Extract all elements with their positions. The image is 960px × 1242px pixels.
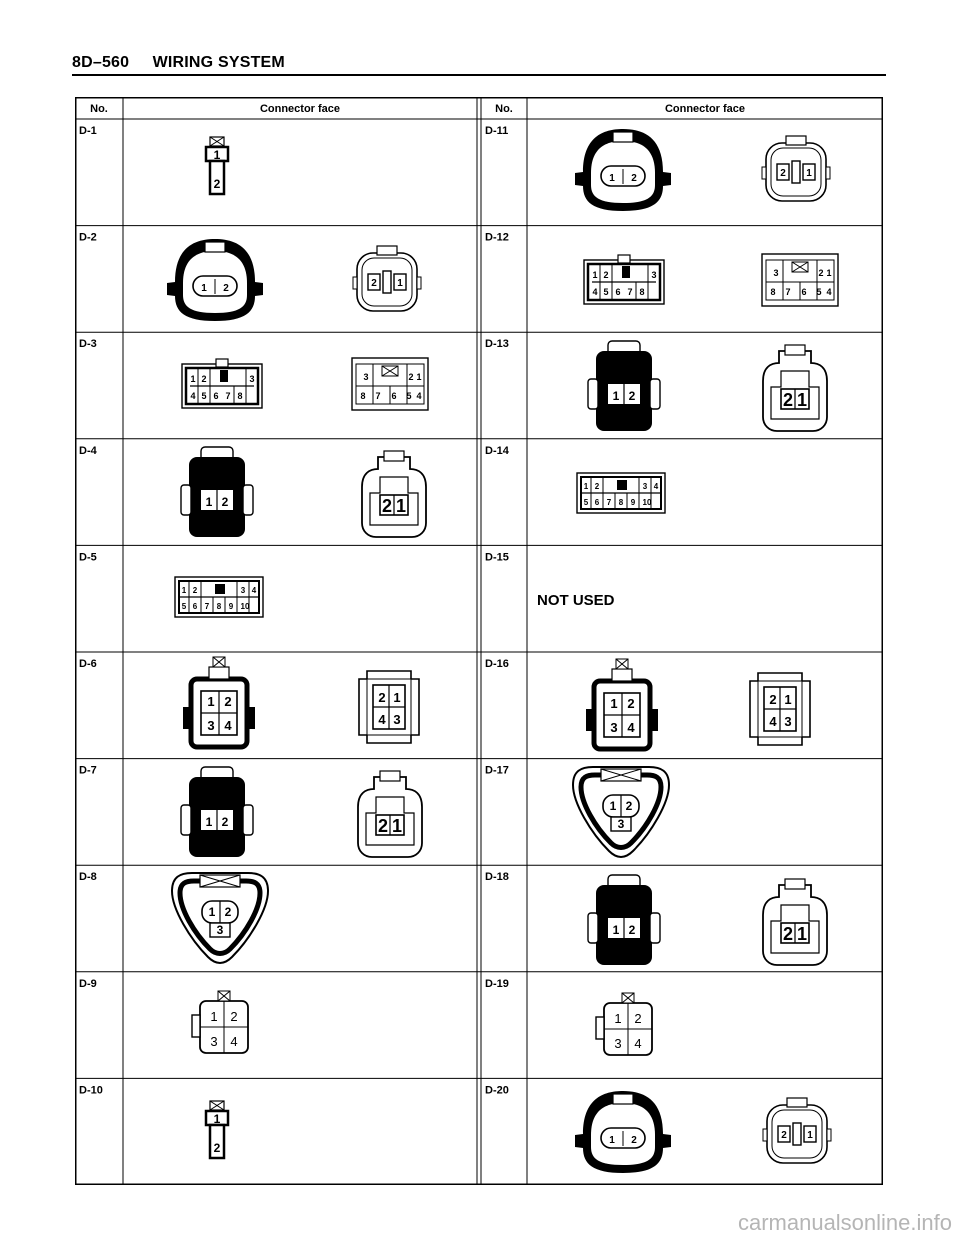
svg-text:6: 6 — [213, 391, 219, 401]
svg-text:2: 2 — [192, 586, 198, 595]
svg-text:6: 6 — [192, 602, 198, 611]
svg-text:1: 1 — [391, 816, 403, 836]
svg-text:1: 1 — [609, 173, 615, 184]
svg-text:6: 6 — [801, 287, 807, 297]
svg-text:1: 1 — [207, 694, 215, 709]
page-header — [72, 54, 285, 72]
svg-text:1: 1 — [416, 372, 422, 382]
svg-text:2: 2 — [781, 1130, 787, 1141]
svg-text:4: 4 — [251, 586, 257, 595]
svg-text:1: 1 — [205, 495, 213, 509]
svg-text:3: 3 — [207, 718, 215, 733]
connector-d6-female-icon — [359, 671, 419, 743]
svg-text:1: 1 — [393, 690, 401, 705]
col-header-no-left: No. — [90, 103, 108, 115]
svg-text:2: 2 — [213, 177, 221, 191]
row-label-d14: D-14 — [485, 444, 509, 457]
svg-text:2: 2 — [371, 278, 377, 289]
svg-text:1: 1 — [395, 496, 407, 516]
svg-text:2: 2 — [594, 482, 600, 491]
svg-text:4: 4 — [416, 391, 422, 401]
svg-text:5: 5 — [201, 391, 207, 401]
svg-text:2: 2 — [201, 374, 207, 384]
svg-text:8: 8 — [770, 287, 776, 297]
svg-text:9: 9 — [228, 602, 234, 611]
row-label-d18: D-18 — [485, 871, 509, 884]
svg-text:2: 2 — [634, 1011, 642, 1026]
svg-text:2: 2 — [769, 692, 777, 707]
svg-text:8: 8 — [216, 602, 222, 611]
row-label-d16: D-16 — [485, 658, 509, 670]
connector-d5-icon — [175, 577, 263, 617]
svg-text:8: 8 — [618, 498, 624, 507]
svg-text:2: 2 — [230, 1009, 238, 1024]
svg-text:1: 1 — [609, 799, 617, 813]
row-label-d2: D-2 — [79, 231, 97, 244]
svg-text:2: 2 — [782, 924, 794, 944]
svg-text:1: 1 — [806, 168, 812, 179]
col-header-face-right: Connector face — [664, 103, 746, 115]
svg-text:5: 5 — [406, 391, 412, 401]
svg-text:4: 4 — [769, 714, 777, 729]
row-label-d4: D-4 — [79, 444, 97, 457]
svg-text:1: 1 — [796, 924, 808, 944]
svg-text:10: 10 — [240, 602, 250, 611]
svg-text:2: 2 — [631, 173, 637, 184]
svg-text:1: 1 — [609, 1135, 615, 1146]
svg-text:1: 1 — [190, 374, 196, 384]
svg-text:1: 1 — [210, 1009, 218, 1024]
row-label-d11: D-11 — [485, 125, 509, 137]
svg-text:2: 2 — [625, 799, 633, 813]
svg-text:1: 1 — [612, 923, 620, 937]
svg-text:2: 2 — [213, 1141, 221, 1155]
svg-text:3: 3 — [249, 374, 255, 384]
svg-text:1: 1 — [592, 270, 598, 280]
row-label-d20: D-20 — [485, 1084, 509, 1097]
connector-d20-female-icon — [763, 1098, 831, 1163]
col-header-face-left: Connector face — [259, 103, 341, 115]
svg-text:1: 1 — [784, 692, 792, 707]
svg-text:7: 7 — [225, 391, 231, 401]
svg-text:10: 10 — [642, 498, 652, 507]
svg-text:4: 4 — [224, 718, 232, 733]
svg-text:3: 3 — [393, 712, 401, 727]
svg-text:4: 4 — [826, 287, 832, 297]
svg-text:1: 1 — [807, 1130, 813, 1141]
svg-text:3: 3 — [651, 270, 657, 280]
svg-text:1: 1 — [583, 482, 589, 491]
svg-text:9: 9 — [630, 498, 636, 507]
connector-d4-male-icon — [181, 447, 253, 537]
svg-text:1: 1 — [796, 390, 808, 410]
svg-text:1: 1 — [181, 586, 187, 595]
svg-text:4: 4 — [230, 1034, 238, 1049]
connector-d12-male-icon — [584, 255, 664, 304]
row-label-d17: D-17 — [485, 764, 509, 777]
svg-text:2: 2 — [224, 905, 232, 919]
svg-text:3: 3 — [210, 1034, 218, 1049]
svg-text:5: 5 — [181, 602, 187, 611]
row-label-d15: D-15 — [485, 551, 509, 564]
svg-text:3: 3 — [363, 372, 369, 382]
header-rule — [72, 74, 886, 76]
row-label-d13: D-13 — [485, 338, 509, 351]
svg-text:4: 4 — [627, 720, 635, 735]
svg-text:7: 7 — [375, 391, 381, 401]
row-label-d10: D-10 — [79, 1084, 103, 1097]
svg-text:3: 3 — [773, 268, 779, 278]
connector-table — [75, 97, 883, 1185]
svg-text:7: 7 — [785, 287, 791, 297]
row-label-d5: D-5 — [79, 551, 97, 564]
row-label-d1: D-1 — [79, 125, 97, 137]
svg-text:2: 2 — [224, 694, 232, 709]
svg-text:5: 5 — [603, 287, 609, 297]
connector-d7-male-icon — [181, 767, 253, 857]
connector-d16-female-icon — [750, 673, 810, 745]
connector-d2-female-icon — [353, 246, 421, 311]
svg-text:5: 5 — [583, 498, 589, 507]
svg-text:7: 7 — [627, 287, 633, 297]
section-title: WIRING SYSTEM — [152, 54, 285, 71]
svg-text:4: 4 — [190, 391, 196, 401]
svg-text:3: 3 — [784, 714, 792, 729]
svg-text:1: 1 — [397, 278, 403, 289]
row-label-d19: D-19 — [485, 977, 509, 990]
svg-text:6: 6 — [615, 287, 621, 297]
row-label-d9: D-9 — [79, 977, 97, 990]
svg-text:6: 6 — [594, 498, 600, 507]
svg-text:2: 2 — [381, 496, 393, 516]
svg-text:2: 2 — [628, 923, 636, 937]
connector-d3-female-icon — [352, 358, 428, 410]
connector-d3-male-icon — [182, 359, 262, 408]
svg-text:7: 7 — [204, 602, 210, 611]
svg-text:2: 2 — [780, 168, 786, 179]
svg-text:1: 1 — [614, 1011, 622, 1026]
row-label-d8: D-8 — [79, 871, 97, 884]
col-header-no-right: No. — [495, 103, 513, 115]
svg-text:1: 1 — [610, 696, 618, 711]
svg-text:3: 3 — [614, 1036, 622, 1051]
svg-text:2: 2 — [818, 268, 824, 278]
svg-text:3: 3 — [617, 817, 625, 831]
svg-text:1: 1 — [208, 905, 216, 919]
svg-text:3: 3 — [216, 923, 224, 937]
watermark: carmanualsonline.info — [737, 1210, 952, 1235]
svg-text:8: 8 — [360, 391, 366, 401]
svg-text:1: 1 — [826, 268, 832, 278]
connector-d13-male-icon — [588, 341, 660, 431]
connector-d14-icon — [577, 473, 665, 513]
svg-text:1: 1 — [213, 148, 221, 162]
svg-text:1: 1 — [612, 389, 620, 403]
svg-text:3: 3 — [240, 586, 246, 595]
row-label-d6: D-6 — [79, 658, 97, 670]
svg-text:8: 8 — [639, 287, 645, 297]
svg-text:2: 2 — [603, 270, 609, 280]
page-number: 8D–560 — [72, 54, 130, 71]
svg-text:3: 3 — [642, 482, 648, 491]
svg-text:2: 2 — [627, 696, 635, 711]
connector-d18-male-icon — [588, 875, 660, 965]
svg-text:2: 2 — [408, 372, 414, 382]
svg-text:2: 2 — [223, 283, 229, 294]
svg-text:2: 2 — [631, 1135, 637, 1146]
svg-text:3: 3 — [610, 720, 618, 735]
svg-text:4: 4 — [634, 1036, 642, 1051]
svg-text:4: 4 — [592, 287, 598, 297]
svg-text:7: 7 — [606, 498, 612, 507]
svg-text:2: 2 — [378, 690, 386, 705]
svg-text:4: 4 — [653, 482, 659, 491]
connector-d11-female-icon — [762, 136, 830, 201]
svg-text:2: 2 — [782, 390, 794, 410]
svg-text:2: 2 — [221, 815, 229, 829]
connector-d12-female-icon — [762, 254, 838, 306]
svg-text:4: 4 — [378, 712, 386, 727]
svg-text:6: 6 — [391, 391, 397, 401]
row-label-d3: D-3 — [79, 338, 97, 351]
svg-text:1: 1 — [201, 283, 207, 294]
svg-text:8: 8 — [237, 391, 243, 401]
svg-text:1: 1 — [213, 1112, 221, 1126]
svg-text:2: 2 — [377, 816, 389, 836]
svg-text:2: 2 — [628, 389, 636, 403]
svg-text:2: 2 — [221, 495, 229, 509]
svg-text:1: 1 — [205, 815, 213, 829]
not-used-label: NOT USED — [537, 592, 615, 609]
row-label-d7: D-7 — [79, 764, 97, 777]
row-label-d12: D-12 — [485, 231, 509, 244]
svg-text:5: 5 — [816, 287, 822, 297]
